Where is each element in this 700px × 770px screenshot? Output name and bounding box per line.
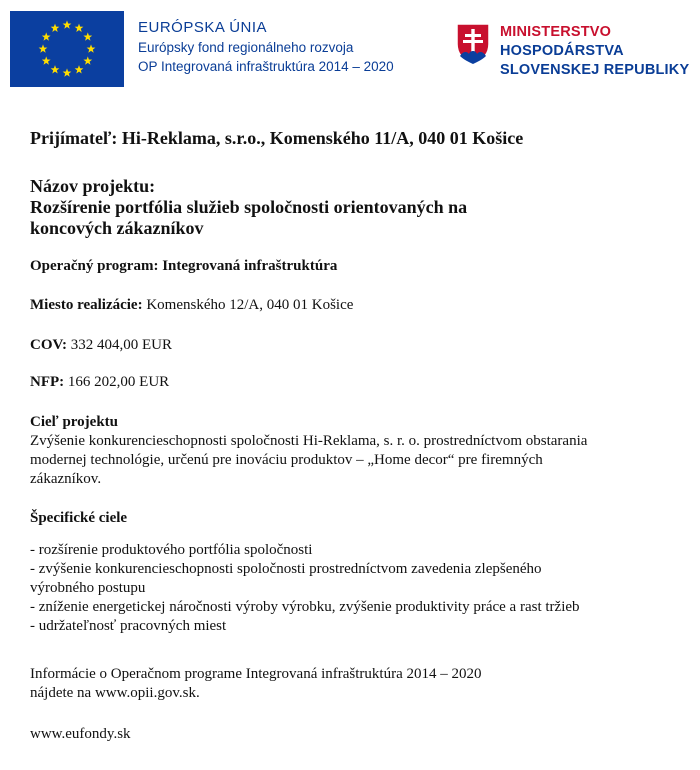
place-of-implementation — [30, 296, 680, 315]
place-label: Miesto realizácie: — [30, 297, 143, 313]
list-item: - udržateľnosť pracovných miest — [30, 618, 227, 634]
eu-fund-line: Európsky fond regionálneho rozvoja — [138, 40, 354, 55]
project-name-block — [30, 176, 680, 239]
info-line-1: Informácie o Operačnom programe Integrovaná infraštruktúra 2014 – 2020 — [30, 666, 482, 682]
goal-line-2: modernej technológie, určenú pre inováciu produktov – „Home decor“ pre firemných — [30, 452, 543, 468]
specific-goals-label: Špecifické ciele — [30, 510, 128, 526]
list-item: výrobného postupu — [30, 580, 146, 596]
eu-stars-circle — [10, 11, 124, 87]
goal-block — [30, 413, 680, 489]
recipient-line: Prijímateľ: Hi-Reklama, s.r.o., Komenského 11/A, 040 01 Košice — [30, 128, 524, 148]
eu-program-line: OP Integrovaná infraštruktúra 2014 – 2020 — [138, 59, 394, 74]
eu-star-icon — [75, 24, 84, 32]
logo-header — [0, 0, 700, 100]
project-label: Názov projektu: — [30, 176, 156, 196]
operational-program: Operačný program: Integrovaná infraštruktúra — [30, 258, 338, 274]
ministry-line-2: HOSPODÁRSTVA — [500, 43, 624, 59]
eu-star-icon — [63, 68, 72, 76]
specific-goals-list — [30, 541, 680, 636]
goal-line-3: zákazníkov. — [30, 471, 102, 487]
website-link[interactable]: www.eufondy.sk — [30, 726, 131, 742]
slovak-coat-of-arms-icon — [455, 22, 491, 66]
place-value: Komenského 12/A, 040 01 Košice — [142, 297, 354, 313]
eu-star-icon — [51, 24, 60, 32]
goal-line-1: Zvýšenie konkurencieschopnosti spoločnosti Hi-Reklama, s. r. o. prostredníctvom obstarania — [30, 433, 588, 449]
eu-title: EURÓPSKA ÚNIA — [138, 19, 268, 36]
eu-star-icon — [75, 65, 84, 73]
document-body — [30, 120, 680, 744]
nfp-label: NFP: — [30, 374, 65, 390]
eu-star-icon — [51, 65, 60, 73]
info-block — [30, 665, 680, 703]
eu-star-icon — [87, 44, 96, 52]
list-item: - zvýšenie konkurencieschopnosti spoločnosti prostredníctvom zavedenia zlepšeného — [30, 561, 542, 577]
eu-star-icon — [42, 32, 51, 40]
eu-star-icon — [83, 56, 92, 64]
info-line-2: nájdete na www.opii.gov.sk. — [30, 685, 200, 701]
eu-star-icon — [42, 56, 51, 64]
cov-label: COV: — [30, 337, 67, 353]
eu-star-icon — [63, 20, 72, 28]
project-name-line-1: Rozšírenie portfólia služieb spoločnosti orientovaných na — [30, 197, 468, 217]
eu-flag-logo — [10, 11, 124, 87]
ministry-logo-text — [500, 23, 689, 80]
cov-value: 332 404,00 EUR — [66, 337, 172, 353]
nfp-value: 166 202,00 EUR — [64, 374, 170, 390]
eu-logo-text — [138, 18, 394, 76]
cov-line — [30, 336, 680, 355]
eu-star-icon — [39, 44, 48, 52]
ministry-line-1: MINISTERSTVO — [500, 24, 612, 40]
nfp-line — [30, 373, 680, 392]
list-item: - zníženie energetickej náročnosti výroby výrobku, zvýšenie produktivity práce a rast tržieb — [30, 599, 580, 615]
ministry-line-3: SLOVENSKEJ REPUBLIKY — [500, 62, 690, 78]
list-item: - rozšírenie produktového portfólia spoločnosti — [30, 542, 313, 558]
eu-star-icon — [83, 32, 92, 40]
goal-label: Cieľ projektu — [30, 414, 119, 430]
project-name-line-2: koncových zákazníkov — [30, 218, 204, 238]
